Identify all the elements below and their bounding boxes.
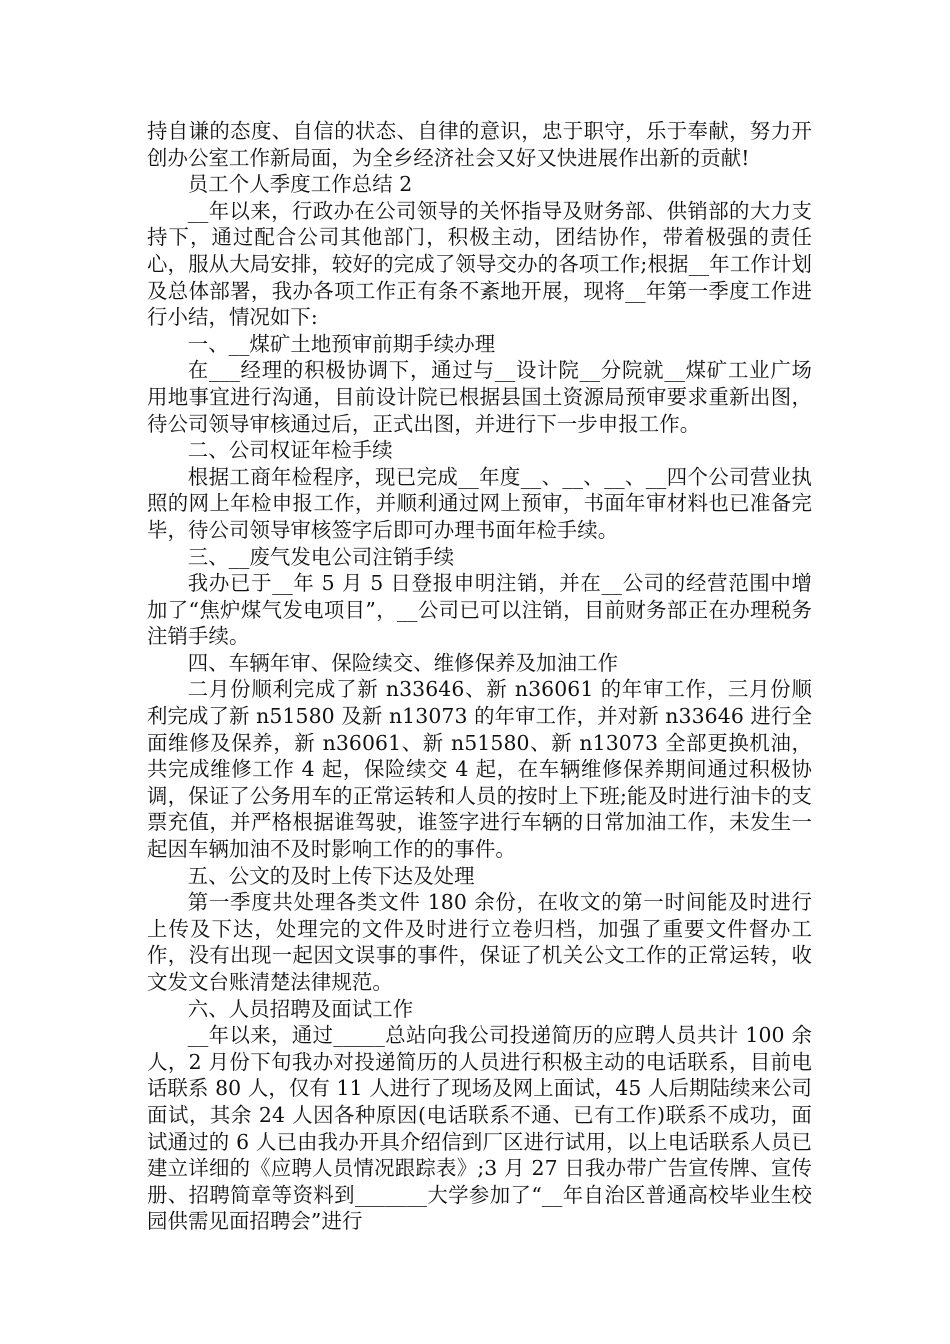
section-heading-4: 四、车辆年审、保险续交、维修保养及加油工作 (187, 650, 619, 675)
paragraph-section-4: 二月份顺利完成了新 n33646、新 n36061 的年审工作，三月份顺利完成了新 n51580 及新 n13073 的年审工作，并对新 n33646 进行全面维修及保养，新 n36061、新 n51580、新 n13073 全部更换机油，共完成维修工作 4 起，保险续交 4 起，在车辆维修保养期间通过积极协调，保证了公务用车的正常运转和人员的按时上下班;能及时进行油卡的支票充值，并严格根据谁驾驶，谁签字进行车辆的日常加油工作，未发生一起因车辆加油不及时影响工作的的事件。 (147, 677, 812, 862)
paragraph-continuation: 持自谦的态度、自信的状态、自律的意识，忠于职守，乐于奉献，努力开创办公室工作新局面，为全乡经济社会又好又快进展作出新的贡献! (147, 119, 812, 170)
paragraph-intro: __年以来，行政办在公司领导的关怀指导及财务部、供销部的大力支持下，通过配合公司其他部门，积极主动，团结协作，带着极强的责任心，服从大局安排，较好的完成了领导交办的各项工作;根据__年工作计划及总体部署，我办各项工作正有条不紊地开展，现将__年第一季度工作进行小结，情况如下: (147, 198, 812, 330)
section-heading-1: 一、__煤矿土地预审前期手续办理 (187, 331, 496, 356)
paragraph-section-3: 我办已于__年 5 月 5 日登报申明注销，并在__公司的经营范围中增加了“焦炉煤气发电项目”，__公司已可以注销，目前财务部正在办理税务注销手续。 (147, 571, 812, 649)
paragraph-section-2: 根据工商年检程序，现已完成__年度__、__、__、__四个公司营业执照的网上年检申报工作，并顺利通过网上预审，书面年审材料也已准备完毕，待公司领导审核签字后即可办理书面年检手续。 (147, 464, 812, 542)
paragraph-section-1: 在___经理的积极协调下，通过与__设计院__分院就__煤矿工业广场用地事宜进行沟通，目前设计院已根据县国土资源局预审要求重新出图，待公司领导审核通过后，正式出图，并进行下一步申报工作。 (147, 358, 812, 436)
section-heading-6: 六、人员招聘及面试工作 (187, 996, 414, 1021)
section-heading-5: 五、公文的及时上传下达及处理 (187, 863, 475, 888)
summary-title: 员工个人季度工作总结 2 (187, 172, 413, 197)
document-page (147, 118, 812, 1235)
section-heading-3: 三、__废气发电公司注销手续 (187, 544, 455, 569)
paragraph-section-5: 第一季度共处理各类文件 180 余份，在收文的第一时间能及时进行上传及下达，处理完的文件及时进行立卷归档，加强了重要文件督办工作，没有出现一起因文误事的事件，保证了机关公文工作的正常运转，收文发文台账清楚法律规范。 (147, 890, 812, 994)
paragraph-section-6: __年以来，通过_____总站向我公司投递简历的应聘人员共计 100 余人，2 月份下旬我办对投递简历的人员进行积极主动的电话联系，目前电话联系 80 人，仅有 11 人进行了现场及网上面试，45 人后期陆续来公司面试，其余 24 人因各种原因(电话联系不通、已有工作)联系不成功，面试通过的 6 人已由我办开具介绍信到厂区进行试用，以上电话联系人员已建立详细的《应聘人员情况跟踪表》;3 月 27 日我办带广告宣传牌、宣传册、招聘简章等资料到_______大学参加了“__年自治区普通高校毕业生校园供需见面招聘会”进行 (147, 1023, 812, 1234)
section-heading-2: 二、公司权证年检手续 (187, 438, 393, 463)
